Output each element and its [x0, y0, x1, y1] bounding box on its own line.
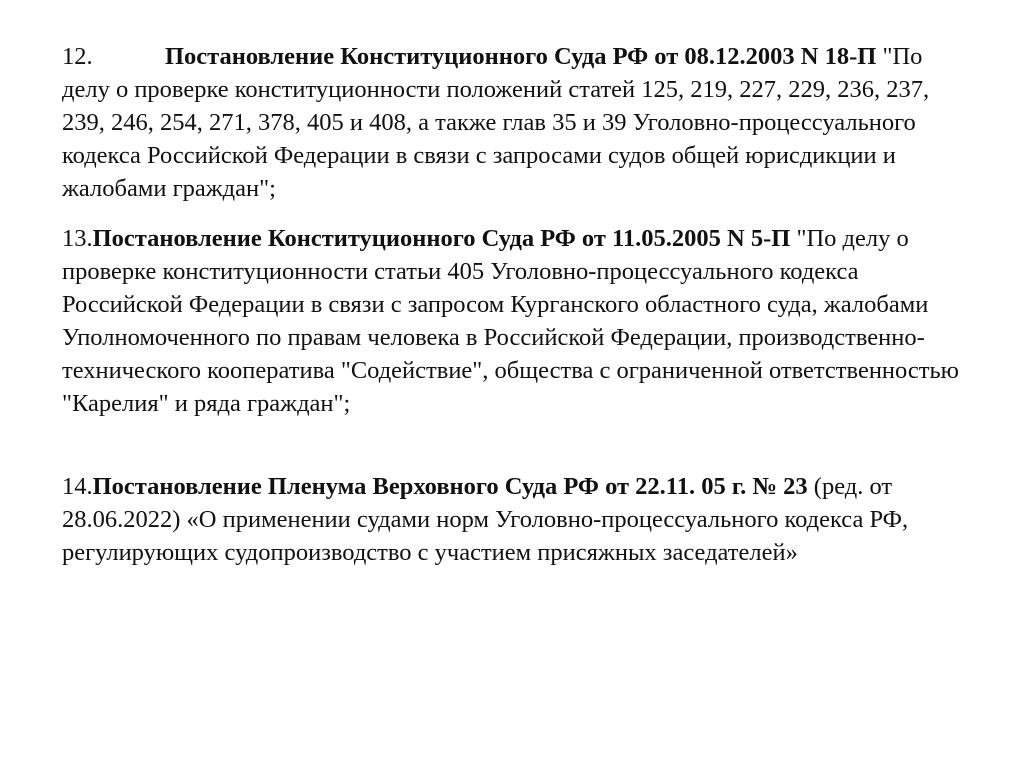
list-item	[62, 40, 962, 205]
document-description: "По делу о проверке конституционности статьи 405 Уголовно-процессуального кодекса Российской Федерации в связи с запросом Курганского областного суда, жалобами Уполномоченного по правам человека в Российской Федерации, производственно-технического кооператива "Содействие", общества с ограниченной ответственностью "Карелия" и ряда граждан";	[62, 225, 959, 417]
document-title: Постановление Пленума Верховного Суда РФ от 22.11. 05 г. № 23	[92, 473, 808, 500]
document-description: "По делу о проверке конституционности положений статей 125, 219, 227, 229, 236, 237, 239, 246, 254, 271, 378, 405 и 408, а также глав 35 и 39 Уголовно-процессуального кодекса Российской Федерации в связи с запросами судов общей юрисдикции и жалобами граждан";	[62, 43, 930, 202]
list-item	[62, 222, 962, 420]
item-number: 12.	[62, 43, 93, 70]
document-title: Постановление Конституционного Суда РФ от 08.12.2003 N 18-П	[165, 43, 877, 70]
document-description: (ред. от 28.06.2022) «О применении судами норм Уголовно-процессуального кодекса РФ, регулирующих судопроизводство с участием присяжных заседателей»	[62, 473, 909, 566]
list-item	[62, 470, 962, 569]
item-number: 14.	[62, 473, 93, 500]
item-number: 13.	[62, 225, 93, 252]
document-title: Постановление Конституционного Суда РФ от 11.05.2005 N 5-П	[92, 225, 791, 252]
